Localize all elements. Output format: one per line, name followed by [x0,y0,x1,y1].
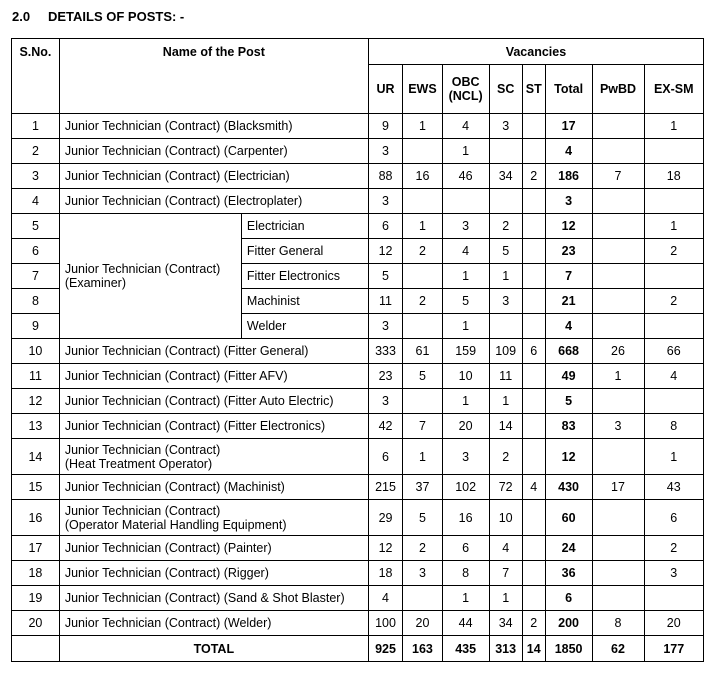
ews-cell: 5 [403,500,443,536]
exsm-cell: 2 [644,239,703,264]
pwbd-cell: 17 [592,475,644,500]
pwbd-cell: 3 [592,414,644,439]
exsm-cell [644,586,703,611]
sno-cell: 4 [12,189,60,214]
obc-cell [442,189,489,214]
post-name-cell: Junior Technician (Contract) (Sand & Shot Blaster) [59,586,368,611]
post-name-cell: Junior Technician (Contract) (Blacksmith) [59,114,368,139]
st-cell: 2 [522,611,545,636]
sno-cell: 6 [12,239,60,264]
pwbd-cell [592,314,644,339]
sc-cell: 2 [489,214,522,239]
examiner-group-cell: Junior Technician (Contract) (Examiner) [59,214,241,339]
ews-cell: 1 [403,114,443,139]
st-cell: 2 [522,164,545,189]
sc-cell: 1 [489,264,522,289]
sno-cell: 7 [12,264,60,289]
total-cell: 12 [545,214,592,239]
st-cell [522,439,545,475]
pwbd-header: PwBD [592,65,644,114]
sno-cell: 18 [12,561,60,586]
section-title: DETAILS OF POSTS: - [48,9,185,24]
st-cell [522,264,545,289]
table-row [12,339,704,364]
pwbd-cell: 8 [592,611,644,636]
ur-cell: 100 [368,611,402,636]
sno-cell: 17 [12,536,60,561]
ews-cell: 61 [403,339,443,364]
ur-cell: 23 [368,364,402,389]
sc-cell: 2 [489,439,522,475]
total-cell: 36 [545,561,592,586]
st-cell [522,139,545,164]
exsm-cell: 3 [644,561,703,586]
exsm-cell: 2 [644,289,703,314]
sc-cell: 4 [489,536,522,561]
sno-cell: 8 [12,289,60,314]
obc-cell: 3 [442,214,489,239]
st-cell [522,414,545,439]
obc-cell: 1 [442,389,489,414]
total-cell: 6 [545,586,592,611]
pwbd-cell [592,536,644,561]
pwbd-cell: 26 [592,339,644,364]
pwbd-cell [592,214,644,239]
post-name-cell: Junior Technician (Contract) (Operator Material Handling Equipment) [59,500,368,536]
ews-cell: 5 [403,364,443,389]
ews-cell: 7 [403,414,443,439]
obc-header: OBC (NCL) [442,65,489,114]
total-cell: 5 [545,389,592,414]
ur-cell: 3 [368,189,402,214]
table-row [12,139,704,164]
sno-cell: 10 [12,339,60,364]
vacancies-header: Vacancies [368,39,703,65]
pwbd-cell [592,114,644,139]
sno-cell: 14 [12,439,60,475]
st-cell: 4 [522,475,545,500]
ews-header: EWS [403,65,443,114]
sc-cell: 5 [489,239,522,264]
posts-table [11,38,704,662]
total-total-cell: 1850 [545,636,592,662]
ews-cell: 20 [403,611,443,636]
st-cell [522,289,545,314]
obc-cell: 5 [442,289,489,314]
trade-cell: Fitter General [241,239,368,264]
pwbd-cell [592,189,644,214]
ur-cell: 42 [368,414,402,439]
ews-cell: 37 [403,475,443,500]
ur-cell: 215 [368,475,402,500]
total-cell: 7 [545,264,592,289]
sno-cell: 1 [12,114,60,139]
sno-cell: 3 [12,164,60,189]
pwbd-cell [592,289,644,314]
ur-cell: 3 [368,139,402,164]
exsm-cell: 1 [644,439,703,475]
obc-cell: 1 [442,139,489,164]
sc-cell: 3 [489,289,522,314]
pwbd-cell [592,561,644,586]
ur-cell: 4 [368,586,402,611]
pwbd-cell: 7 [592,164,644,189]
ur-cell: 333 [368,339,402,364]
ews-cell [403,586,443,611]
exsm-cell: 66 [644,339,703,364]
obc-cell: 1 [442,314,489,339]
total-cell: 23 [545,239,592,264]
exsm-cell: 43 [644,475,703,500]
sno-cell: 2 [12,139,60,164]
table-body [12,114,704,662]
obc-cell: 4 [442,114,489,139]
total-cell: 668 [545,339,592,364]
total-obc-cell: 435 [442,636,489,662]
sc-cell: 34 [489,164,522,189]
pwbd-cell [592,264,644,289]
obc-cell: 4 [442,239,489,264]
st-header: ST [522,65,545,114]
st-cell [522,114,545,139]
exsm-cell: 1 [644,214,703,239]
exsm-cell: 20 [644,611,703,636]
total-cell: 186 [545,164,592,189]
sno-cell: 11 [12,364,60,389]
trade-cell: Machinist [241,289,368,314]
pwbd-cell [592,439,644,475]
obc-cell: 46 [442,164,489,189]
sc-cell: 1 [489,586,522,611]
sc-cell: 34 [489,611,522,636]
ews-cell [403,264,443,289]
total-sc-cell: 313 [489,636,522,662]
ews-cell [403,389,443,414]
total-cell: 60 [545,500,592,536]
total-header: Total [545,65,592,114]
sno-cell: 5 [12,214,60,239]
total-ews-cell: 163 [403,636,443,662]
st-cell: 6 [522,339,545,364]
post-name-cell: Junior Technician (Contract) (Fitter Auto Electric) [59,389,368,414]
sno-cell: 15 [12,475,60,500]
obc-cell: 6 [442,536,489,561]
st-cell [522,314,545,339]
post-name-cell: Junior Technician (Contract) (Machinist) [59,475,368,500]
ews-cell: 16 [403,164,443,189]
sc-cell [489,189,522,214]
table-row [12,475,704,500]
ur-cell: 18 [368,561,402,586]
exsm-header: EX-SM [644,65,703,114]
table-row [12,611,704,636]
ur-cell: 12 [368,239,402,264]
table-row [12,364,704,389]
exsm-cell: 8 [644,414,703,439]
total-row [12,636,704,662]
obc-cell: 8 [442,561,489,586]
exsm-cell: 1 [644,114,703,139]
pwbd-cell [592,139,644,164]
sno-cell: 9 [12,314,60,339]
total-cell: 430 [545,475,592,500]
total-cell: 21 [545,289,592,314]
total-cell: 49 [545,364,592,389]
obc-cell: 3 [442,439,489,475]
table-row [12,164,704,189]
sno-cell: 13 [12,414,60,439]
table-row [12,214,704,239]
table-row [12,414,704,439]
sc-cell: 1 [489,389,522,414]
total-cell: 3 [545,189,592,214]
ews-cell [403,189,443,214]
sc-cell: 3 [489,114,522,139]
obc-cell: 10 [442,364,489,389]
sc-cell: 109 [489,339,522,364]
exsm-cell: 4 [644,364,703,389]
total-cell: 4 [545,139,592,164]
sno-cell: 20 [12,611,60,636]
obc-cell: 16 [442,500,489,536]
sc-cell: 14 [489,414,522,439]
sno-header: S.No. [12,39,60,114]
header-row-top [12,39,704,65]
obc-cell: 20 [442,414,489,439]
post-name-cell: Junior Technician (Contract) (Electroplater) [59,189,368,214]
ur-cell: 11 [368,289,402,314]
ews-cell: 2 [403,239,443,264]
post-name-cell: Junior Technician (Contract) (Carpenter) [59,139,368,164]
exsm-cell: 18 [644,164,703,189]
total-cell: 4 [545,314,592,339]
pwbd-cell: 1 [592,364,644,389]
table-row [12,389,704,414]
ur-cell: 9 [368,114,402,139]
ur-cell: 6 [368,439,402,475]
obc-cell: 1 [442,264,489,289]
sc-cell: 72 [489,475,522,500]
sc-cell [489,139,522,164]
section-number: 2.0 [12,9,31,24]
exsm-cell [644,189,703,214]
pwbd-cell [592,239,644,264]
table-row [12,189,704,214]
post-name-cell: Junior Technician (Contract) (Fitter AFV) [59,364,368,389]
sno-cell: 19 [12,586,60,611]
sc-cell [489,314,522,339]
ur-cell: 12 [368,536,402,561]
st-cell [522,500,545,536]
exsm-cell [644,139,703,164]
exsm-cell [644,264,703,289]
post-name-cell: Junior Technician (Contract) (Fitter General) [59,339,368,364]
obc-cell: 102 [442,475,489,500]
ews-cell [403,314,443,339]
post-name-cell: Junior Technician (Contract) (Painter) [59,536,368,561]
ews-cell: 1 [403,439,443,475]
ur-cell: 5 [368,264,402,289]
table-row [12,561,704,586]
ur-cell: 88 [368,164,402,189]
exsm-cell [644,389,703,414]
st-cell [522,189,545,214]
post-name-cell: Junior Technician (Contract) (Heat Treatment Operator) [59,439,368,475]
ur-header: UR [368,65,402,114]
total-label: TOTAL [59,636,368,662]
ews-cell [403,139,443,164]
table-row [12,536,704,561]
table-row [12,500,704,536]
total-cell: 17 [545,114,592,139]
st-cell [522,586,545,611]
exsm-cell: 6 [644,500,703,536]
ur-cell: 29 [368,500,402,536]
ur-cell: 6 [368,214,402,239]
table-row [12,439,704,475]
obc-cell: 1 [442,586,489,611]
sc-header: SC [489,65,522,114]
pwbd-cell [592,389,644,414]
st-cell [522,561,545,586]
obc-cell: 159 [442,339,489,364]
total-ur-cell: 925 [368,636,402,662]
total-cell: 24 [545,536,592,561]
table-row [12,114,704,139]
ur-cell: 3 [368,389,402,414]
pwbd-cell [592,500,644,536]
ews-cell: 2 [403,289,443,314]
st-cell [522,389,545,414]
total-exsm-cell: 177 [644,636,703,662]
st-cell [522,239,545,264]
sc-cell: 11 [489,364,522,389]
ur-cell: 3 [368,314,402,339]
total-cell: 200 [545,611,592,636]
sno-cell: 12 [12,389,60,414]
total-pwbd-cell: 62 [592,636,644,662]
st-cell [522,214,545,239]
total-cell: 83 [545,414,592,439]
trade-cell: Electrician [241,214,368,239]
post-name-cell: Junior Technician (Contract) (Fitter Electronics) [59,414,368,439]
exsm-cell [644,314,703,339]
pwbd-cell [592,586,644,611]
section-heading [12,9,184,24]
sc-cell: 7 [489,561,522,586]
obc-cell: 44 [442,611,489,636]
total-st-cell: 14 [522,636,545,662]
sno-cell: 16 [12,500,60,536]
exsm-cell: 2 [644,536,703,561]
st-cell [522,536,545,561]
st-cell [522,364,545,389]
table-row [12,586,704,611]
ews-cell: 2 [403,536,443,561]
sc-cell: 10 [489,500,522,536]
post-name-cell: Junior Technician (Contract) (Rigger) [59,561,368,586]
post-name-cell: Junior Technician (Contract) (Electrician) [59,164,368,189]
ews-cell: 1 [403,214,443,239]
trade-cell: Fitter Electronics [241,264,368,289]
total-cell: 12 [545,439,592,475]
trade-cell: Welder [241,314,368,339]
post-name-cell: Junior Technician (Contract) (Welder) [59,611,368,636]
ews-cell: 3 [403,561,443,586]
total-sno-cell [12,636,60,662]
post-name-header: Name of the Post [59,39,368,114]
